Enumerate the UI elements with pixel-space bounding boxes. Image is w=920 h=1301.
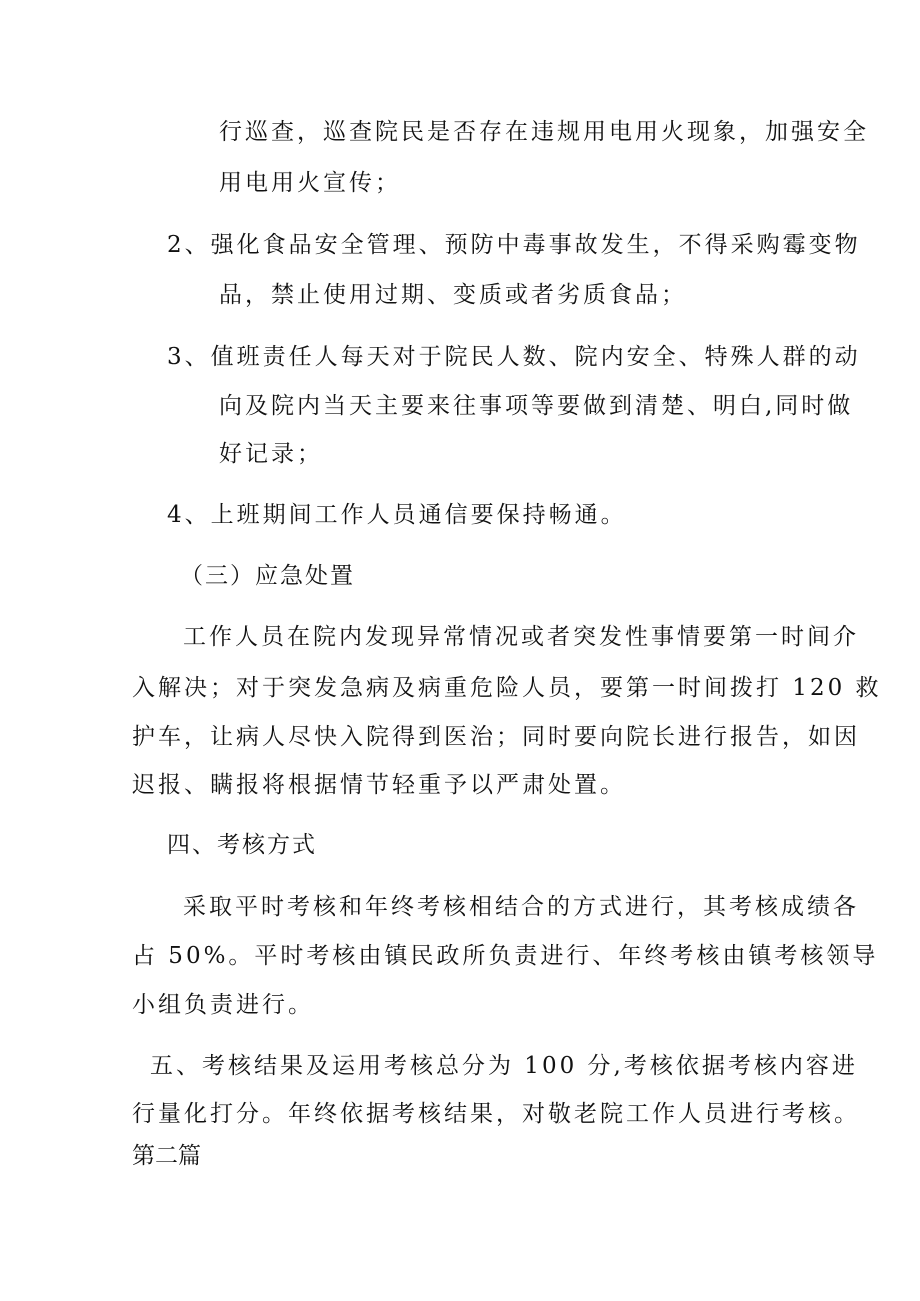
paragraph-emergency-line-4: 迟报、瞒报将根据情节轻重予以严肃处置。 xyxy=(132,772,626,798)
paragraph-results-line-2: 行量化打分。年终依据考核结果，对敬老院工作人员进行考核。 xyxy=(132,1101,860,1127)
list-item-3: 3、值班责任人每天对于院民人数、院内安全、特殊人群的动 xyxy=(167,344,861,370)
text-line-7: 好记录； xyxy=(219,441,323,467)
section-heading-emergency: （三）应急处置 xyxy=(180,563,355,589)
chapter-heading: 第二篇 xyxy=(132,1143,201,1169)
text-line-1: 行巡查，巡查院民是否存在违规用电用火现象，加强安全 xyxy=(219,119,869,145)
section-heading-assessment: 四、考核方式 xyxy=(167,832,317,858)
paragraph-assessment-line-1: 采取平时考核和年终考核相结合的方式进行，其考核成绩各 xyxy=(183,894,859,920)
paragraph-emergency-line-3: 护车，让病人尽快入院得到医治；同时要向院长进行报告，如因 xyxy=(132,724,860,750)
paragraph-assessment-line-2: 占 50%。平时考核由镇民政所负责进行、年终考核由镇考核领导 xyxy=(132,943,879,969)
list-item-4: 4、上班期间工作人员通信要保持畅通。 xyxy=(167,502,627,528)
paragraph-results-line-1: 五、考核结果及运用考核总分为 100 分,考核依据考核内容进 xyxy=(150,1053,858,1079)
text-line-6: 向及院内当天主要来往事项等要做到清楚、明白,同时做 xyxy=(219,393,854,419)
text-line-4: 品，禁止使用过期、变质或者劣质食品； xyxy=(219,282,687,308)
list-item-2: 2、强化食品安全管理、预防中毒事故发生，不得采购霉变物 xyxy=(167,232,861,258)
text-line-2: 用电用火宣传； xyxy=(219,170,401,196)
paragraph-assessment-line-3: 小组负责进行。 xyxy=(132,992,314,1018)
paragraph-emergency-line-1: 工作人员在院内发现异常情况或者突发性事情要第一时间介 xyxy=(183,624,859,650)
paragraph-emergency-line-2: 入解决；对于突发急病及病重危险人员，要第一时间拨打 120 救 xyxy=(132,675,882,701)
